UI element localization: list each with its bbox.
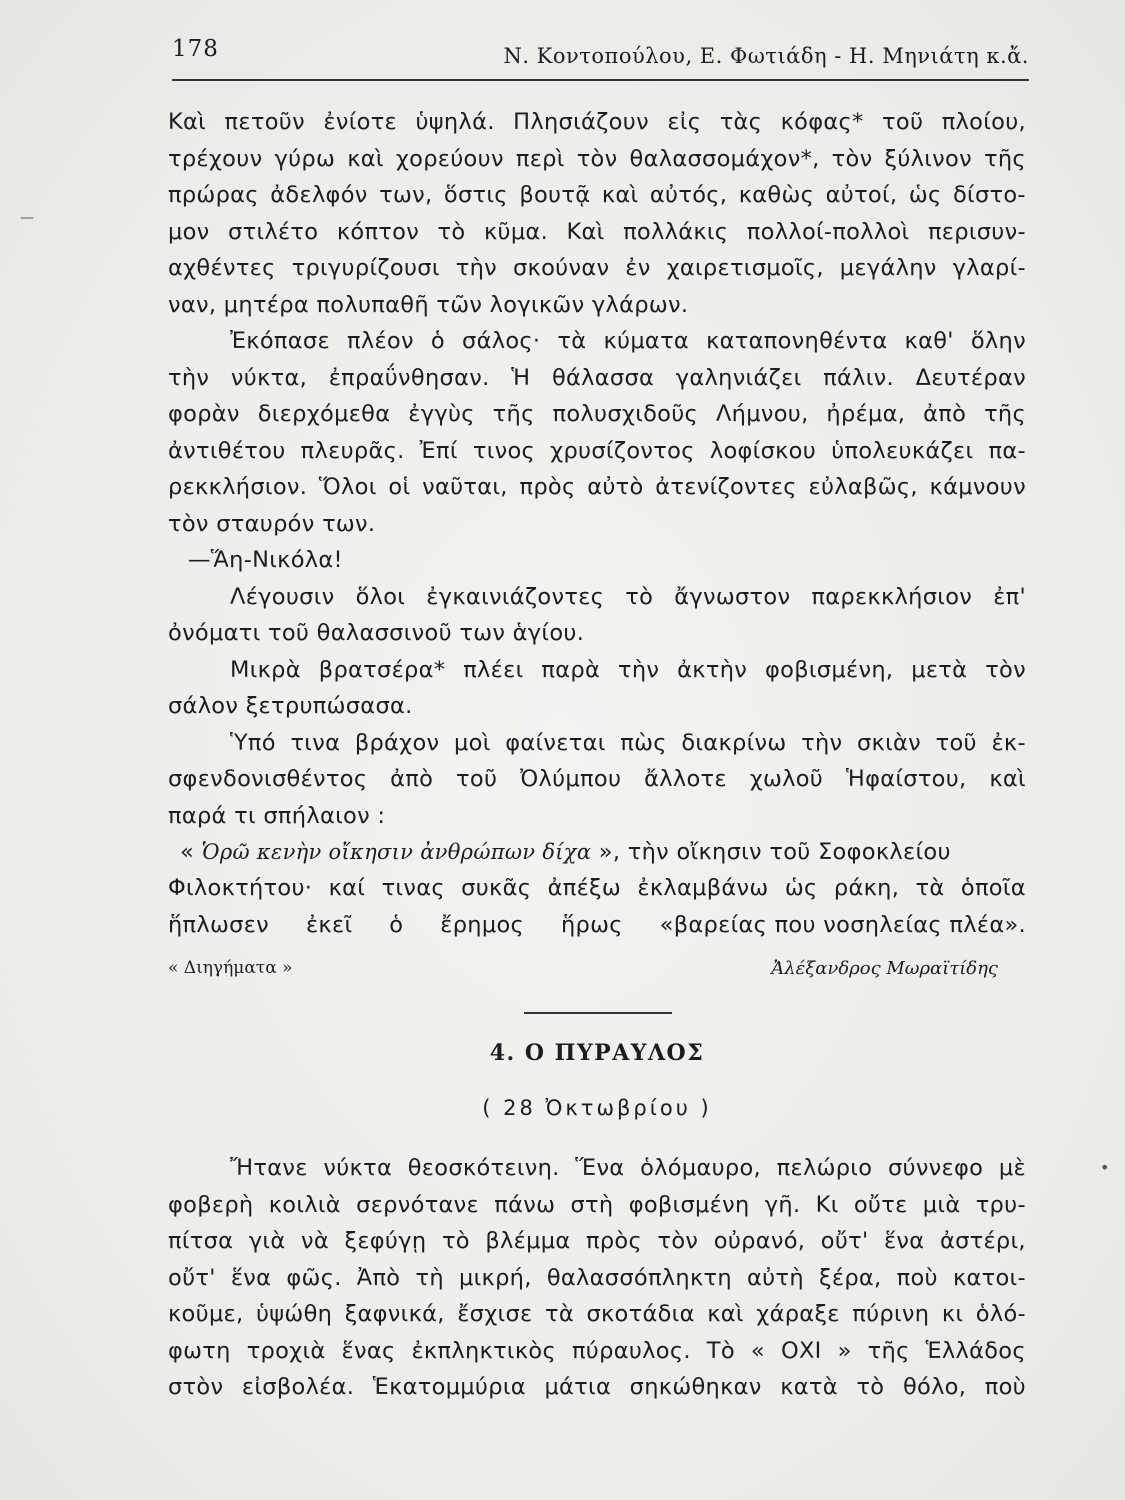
word: τὸν xyxy=(576,145,618,172)
word: ἔσχισε xyxy=(457,1301,533,1327)
word: βράχον xyxy=(354,729,440,756)
word: τὰ xyxy=(544,1301,574,1327)
word: γλαρί- xyxy=(952,255,1026,281)
word: αὐτὸ xyxy=(587,474,644,500)
text-line xyxy=(168,469,1026,506)
word: φοβισμένη xyxy=(628,1191,750,1218)
word: ἐν xyxy=(625,255,651,281)
word: σάλον xyxy=(168,693,239,719)
word: τοῦ xyxy=(267,620,310,646)
word: τὸ xyxy=(437,218,466,245)
word: κόπτον xyxy=(336,218,420,245)
word: ναῦται, xyxy=(422,474,508,500)
word: ὁλό- xyxy=(975,1301,1026,1327)
word: ἄλλοτε xyxy=(644,766,727,792)
word: αὐτοί, xyxy=(825,182,898,208)
page-number: 178 xyxy=(172,36,219,62)
word: ὑπολευκάζει xyxy=(831,437,974,464)
word: Καὶ xyxy=(168,109,207,135)
word: χαιρετισμοῖς, xyxy=(666,255,824,281)
word: Μικρὰ xyxy=(230,656,301,683)
word: ἀτενίζοντες xyxy=(655,474,797,500)
word: ὅλοι xyxy=(355,583,406,610)
word: Ἑλλάδος xyxy=(925,1337,1026,1364)
word: μετὰ xyxy=(911,656,968,683)
text-line xyxy=(168,688,1026,725)
word: ἠρέμα, xyxy=(826,401,906,427)
word: ἐπ' xyxy=(993,583,1026,610)
word: κύματα xyxy=(603,328,690,354)
word: θαλασσομάχον*, xyxy=(629,145,820,172)
word: των xyxy=(459,620,506,646)
passage-pyraulos xyxy=(168,1150,1026,1406)
word: ἐγκαινιάζοντες xyxy=(426,583,605,610)
text-line xyxy=(168,177,1026,214)
word: τινος xyxy=(472,437,536,464)
word: εἰς xyxy=(667,109,702,135)
word: ἥπλωσεν xyxy=(168,911,270,938)
word: ὡς xyxy=(908,182,942,208)
text-line xyxy=(168,323,1026,360)
word: ρεκκλήσιον. xyxy=(168,474,308,500)
text-line xyxy=(168,141,1026,178)
word: ὁλόμαυρο, xyxy=(640,1155,762,1181)
word: συκᾶς xyxy=(461,875,532,901)
word: τῆς xyxy=(867,1337,910,1364)
word: ὑψώθη xyxy=(255,1301,333,1327)
word: νὰ xyxy=(300,1228,329,1254)
word: σκούναν xyxy=(512,255,610,281)
word: τῶν xyxy=(436,291,483,318)
text-line xyxy=(168,542,1026,579)
word: κῦμα. xyxy=(483,218,549,245)
word: πλέει xyxy=(463,656,524,683)
word: μητέρα xyxy=(223,291,309,318)
word: τριγυρίζουσι xyxy=(291,255,440,281)
word: λοφίσκου xyxy=(709,437,817,464)
word: γῆ. xyxy=(764,1191,801,1218)
word: « xyxy=(750,1337,765,1364)
word: ἕνας xyxy=(341,1337,396,1364)
word: ξύλινον xyxy=(884,145,972,172)
source-author: Ἀλέξανδρος Μωραϊτίδης xyxy=(771,958,998,979)
word: οὔτ' xyxy=(820,1228,869,1254)
word: πύρινη xyxy=(852,1301,930,1327)
text-line xyxy=(168,1150,1026,1187)
word: παρεκκλήσιον xyxy=(811,583,973,610)
word: αχθέντες xyxy=(168,255,276,281)
word: πλευρᾶς. xyxy=(300,437,405,464)
word: καθ' xyxy=(904,328,954,354)
word: ξεφύγῃ xyxy=(344,1228,427,1254)
word: τὸν xyxy=(168,510,209,537)
word: πολυσχιδοῦς xyxy=(552,401,699,427)
word: τοῦ xyxy=(456,766,498,792)
word: ἀπὸ xyxy=(923,401,967,427)
word: Ἀπὸ xyxy=(356,1264,401,1291)
word: ράκη, xyxy=(833,875,900,901)
word: τρυ- xyxy=(975,1191,1026,1218)
word: Ἤτανε xyxy=(230,1155,308,1181)
word: Ἐπί xyxy=(419,437,458,464)
word: διακρίνω xyxy=(681,729,787,756)
word: τινας xyxy=(381,875,445,901)
word: Ὀλύμπου xyxy=(520,766,622,792)
sophocles-quote: Ὁρῶ κενὴν οἴκησιν ἀνθρώπων δίχα xyxy=(201,840,592,864)
word: καί xyxy=(328,875,366,901)
word: ξετρυπώσασα. xyxy=(245,693,413,719)
quote-rest: », τὴν οἴκησιν τοῦ Σοφοκλείου xyxy=(598,839,951,865)
text-line xyxy=(168,615,1026,652)
word: σύννεφο xyxy=(887,1155,984,1181)
word: ἐκπληκτικὸς xyxy=(411,1337,556,1364)
word: ποὺ xyxy=(896,1264,938,1291)
word: ἐπραΰνθησαν. xyxy=(328,364,490,391)
word: τὴν xyxy=(618,656,660,683)
word: κι xyxy=(941,1301,964,1327)
word: τὰ xyxy=(557,328,587,354)
word: φοβερὴ xyxy=(168,1191,254,1218)
word: πύραυλος. xyxy=(571,1337,691,1364)
word: Δευτέραν xyxy=(915,364,1026,391)
word: στὴ xyxy=(570,1191,614,1218)
word: μικρή, xyxy=(459,1264,532,1291)
text-line xyxy=(168,360,1026,397)
text-line xyxy=(168,506,1026,543)
word: γύρω xyxy=(274,145,336,172)
quote-open: « xyxy=(180,839,195,865)
word: καὶ xyxy=(601,182,639,208)
section-title: 4. Ο ΠΥΡΑΥΛΟΣ xyxy=(489,1040,705,1066)
text-line xyxy=(168,834,1026,871)
word: τὰς xyxy=(719,109,763,135)
word: Κι xyxy=(815,1191,839,1218)
word: γιὰ xyxy=(248,1228,286,1254)
word: —Ἅη-Νικόλα! xyxy=(188,547,343,573)
word: περὶ xyxy=(515,145,565,172)
word: ξέρα, xyxy=(819,1264,882,1291)
text-line xyxy=(168,250,1026,287)
word: γλάρων. xyxy=(591,291,689,318)
word: ξαφνικά, xyxy=(344,1301,445,1327)
word: των, xyxy=(379,182,433,208)
word: σκιὰν xyxy=(856,729,922,756)
word: τὰ xyxy=(915,875,945,901)
word: ἐκ- xyxy=(991,729,1026,756)
word: σπήλαιον xyxy=(263,802,370,829)
word: φοβισμένη, xyxy=(765,656,894,683)
word: καὶ xyxy=(989,766,1026,792)
word: χορεύουν xyxy=(395,145,504,172)
word: χρυσίζοντος xyxy=(550,437,695,464)
word: τὴ xyxy=(415,1264,444,1291)
section-date: ( 28 Ὀκτωβρίου ) xyxy=(482,1096,712,1120)
word: ὑψηλά. xyxy=(415,109,495,135)
word: βουτᾷ xyxy=(519,182,591,208)
text-line xyxy=(168,907,1026,944)
word: ἕνα xyxy=(230,1264,272,1291)
word: Λέγουσιν xyxy=(230,583,335,610)
word: νύκτα, xyxy=(230,364,308,391)
word: σάλος· xyxy=(462,328,541,354)
word: ὡς xyxy=(784,875,818,901)
word: τὸν xyxy=(657,1228,699,1254)
text-line xyxy=(168,287,1026,324)
word: θαλασσινοῦ xyxy=(316,620,452,646)
text-line xyxy=(168,725,1026,762)
text-line xyxy=(168,652,1026,689)
word: σταυρόν xyxy=(216,510,315,537)
text-line xyxy=(168,1187,1026,1224)
word: γαληνιάζει xyxy=(675,364,802,391)
word: ἄγνωστον xyxy=(674,583,791,610)
running-head: Ν. Κοντοπούλου, Ε. Φωτιάδη - Η. Μηνιάτη κ.ἄ. xyxy=(503,44,1029,68)
word: πετοῦν xyxy=(224,109,305,135)
word: δίστο- xyxy=(952,182,1026,208)
word: μον xyxy=(168,218,210,245)
word: θαλασσόπληκτη xyxy=(546,1264,732,1291)
word: τὴν xyxy=(168,364,210,391)
word: στιλέτο xyxy=(228,218,319,245)
word: τοῦ xyxy=(882,109,924,135)
word: κατοι- xyxy=(952,1264,1026,1291)
word: ἐκλαμβάνω xyxy=(637,875,769,901)
word: αὐτός, xyxy=(649,182,728,208)
word: Ὅλοι xyxy=(318,474,377,500)
passage-moraitidis xyxy=(168,104,1026,834)
word: εἰσβολέα. xyxy=(241,1374,355,1400)
word: Ἑκατομμύρια xyxy=(372,1374,526,1400)
word: κάμνουν xyxy=(929,474,1026,500)
word: σκοτάδια xyxy=(586,1301,695,1327)
word: Ὑπό xyxy=(230,729,276,756)
word: Τὸ xyxy=(706,1337,735,1364)
word: ἀντιθέτου xyxy=(168,437,286,464)
word: ὅστις xyxy=(443,182,508,208)
word: ὀνόματι xyxy=(168,620,261,646)
word: οὔτ' xyxy=(168,1264,216,1291)
text-line xyxy=(168,761,1026,798)
word: πρὸς xyxy=(519,474,576,500)
quote-line xyxy=(168,834,1026,871)
word: καὶ xyxy=(347,145,384,172)
margin-dot-mark: • xyxy=(1100,1158,1110,1177)
word: ΟΧΙ xyxy=(780,1337,822,1364)
word: Καὶ xyxy=(566,218,605,245)
word: πελώριο xyxy=(776,1155,873,1181)
word: ἀπέξω xyxy=(547,875,622,901)
word: τῆς xyxy=(984,401,1026,427)
word: θεοσκότεινη. xyxy=(407,1155,560,1181)
source-attribution xyxy=(168,958,998,979)
word: παρὰ xyxy=(541,656,601,683)
word: πλέον xyxy=(346,328,414,354)
word: ἕνα xyxy=(883,1228,925,1254)
word: ἀκτὴν xyxy=(677,656,748,683)
word: μάτια xyxy=(544,1374,612,1400)
text-line xyxy=(168,396,1026,433)
word: ναν, xyxy=(168,291,217,318)
word: πάνω xyxy=(494,1191,556,1218)
source-work: « Διηγήματα » xyxy=(168,958,293,978)
word: πα- xyxy=(988,437,1026,464)
word: περισυν- xyxy=(927,218,1026,245)
text-line xyxy=(168,104,1026,141)
word: Πλησιάζουν xyxy=(513,109,649,135)
text-line xyxy=(168,1260,1026,1297)
text-line xyxy=(168,798,1026,835)
word: μεγάλην xyxy=(839,255,937,281)
word: βρατσέρα* xyxy=(318,656,446,683)
word: Λήμνου, xyxy=(715,401,809,427)
word: στὸν xyxy=(168,1374,224,1400)
word: βλέμμα xyxy=(485,1228,571,1254)
word: ὁ xyxy=(430,328,445,354)
section-divider xyxy=(524,1012,672,1014)
word: πίτσα xyxy=(168,1228,234,1254)
word: εὐλαβῶς, xyxy=(808,474,918,500)
word: νύκτα xyxy=(323,1155,393,1181)
word: τὴν xyxy=(801,729,843,756)
margin-dash-mark: — xyxy=(20,210,34,226)
page-header xyxy=(172,36,1029,82)
word: σερνότανε xyxy=(356,1191,480,1218)
word: οὔτε xyxy=(853,1191,908,1218)
word: μιὰ xyxy=(922,1191,961,1218)
word: τὸ xyxy=(625,583,654,610)
word: τὸν xyxy=(985,656,1026,683)
text-line xyxy=(168,1333,1026,1370)
word: ἔρημος xyxy=(440,911,525,938)
word: χάραξε xyxy=(756,1301,840,1327)
text-line xyxy=(168,1369,1026,1406)
word: οἱ xyxy=(388,474,411,500)
word: ἥρως xyxy=(560,911,623,938)
word: μὲ xyxy=(998,1155,1026,1181)
word: των. xyxy=(322,510,376,537)
word: φαίνεται xyxy=(505,729,606,756)
word: ὅλην xyxy=(970,328,1026,354)
word: τροχιὰ xyxy=(246,1337,326,1364)
word: «βαρείας που νοσηλείας πλέα». xyxy=(659,911,1026,938)
word: αὐτὴ xyxy=(747,1264,804,1291)
word: φορὰν xyxy=(168,401,240,427)
word: τινα xyxy=(290,729,341,756)
word: ἀστέρι, xyxy=(939,1228,1026,1254)
word: καταπονηθέντα xyxy=(706,328,888,354)
text-line xyxy=(168,870,1026,907)
word: Ἐκόπασε xyxy=(230,328,330,354)
word: κατὰ xyxy=(780,1374,838,1400)
word: καθὼς xyxy=(738,182,815,208)
word: σφενδονισθέντος xyxy=(168,766,368,792)
word: χωλοῦ xyxy=(749,766,824,792)
text-line xyxy=(168,214,1026,251)
word: Ἕνα xyxy=(575,1155,625,1181)
word: οὐρανό, xyxy=(713,1228,806,1254)
word: τῆς xyxy=(492,401,535,427)
word: τὸ xyxy=(856,1374,885,1400)
word: ὁποῖα xyxy=(960,875,1026,901)
text-line xyxy=(168,433,1026,470)
word: πρὸς xyxy=(585,1228,642,1254)
word: ἐγγὺς xyxy=(408,401,475,427)
word: » xyxy=(837,1337,852,1364)
word: : xyxy=(377,802,386,829)
word: πλοίου, xyxy=(941,109,1026,135)
word: τὸν xyxy=(831,145,873,172)
word: θάλασσα xyxy=(551,364,655,391)
word: κόφας* xyxy=(780,109,864,135)
word: Φιλοκτήτου· xyxy=(168,875,313,901)
word: θόλο, xyxy=(902,1374,967,1400)
word: ὁ xyxy=(389,911,404,938)
word: καὶ xyxy=(707,1301,744,1327)
word: τὴν xyxy=(455,255,497,281)
word: σηκώθηκαν xyxy=(629,1374,762,1400)
word: μοὶ xyxy=(454,729,491,756)
word: τὸ xyxy=(441,1228,470,1254)
word: διερχόμεθα xyxy=(257,401,391,427)
word: πολυπαθῆ xyxy=(316,291,429,318)
word: ἀπὸ xyxy=(390,766,434,792)
word: τι xyxy=(234,802,256,829)
word: πολλοί-πολλοὶ xyxy=(746,218,910,245)
word: τρέχουν xyxy=(168,145,263,172)
text-line xyxy=(168,579,1026,616)
header-rule xyxy=(172,79,1029,81)
word: τοῦ xyxy=(935,729,977,756)
word: κοῦμε, xyxy=(168,1301,244,1327)
passage-continuation xyxy=(168,870,1026,943)
word: πολλάκις xyxy=(623,218,729,245)
word: φῶς. xyxy=(286,1264,342,1291)
text-line xyxy=(168,1223,1026,1260)
text-line xyxy=(168,1296,1026,1333)
word: ἁγίου. xyxy=(512,620,585,646)
word: φωτη xyxy=(168,1337,231,1364)
word: πάλιν. xyxy=(823,364,894,391)
word: πρώρας xyxy=(168,182,259,208)
word: λογικῶν xyxy=(489,291,585,318)
word: Ἡ xyxy=(511,364,531,391)
word: τῆς xyxy=(984,145,1026,172)
word: ἐνίοτε xyxy=(323,109,398,135)
word: πὼς xyxy=(620,729,667,756)
word: ποὺ xyxy=(984,1374,1026,1400)
word: ἀδελφόν xyxy=(270,182,368,208)
word: Ἡφαίστου, xyxy=(845,766,967,792)
word: παρά xyxy=(168,802,227,829)
word: ἐκεῖ xyxy=(305,911,353,938)
word: κοιλιὰ xyxy=(268,1191,341,1218)
